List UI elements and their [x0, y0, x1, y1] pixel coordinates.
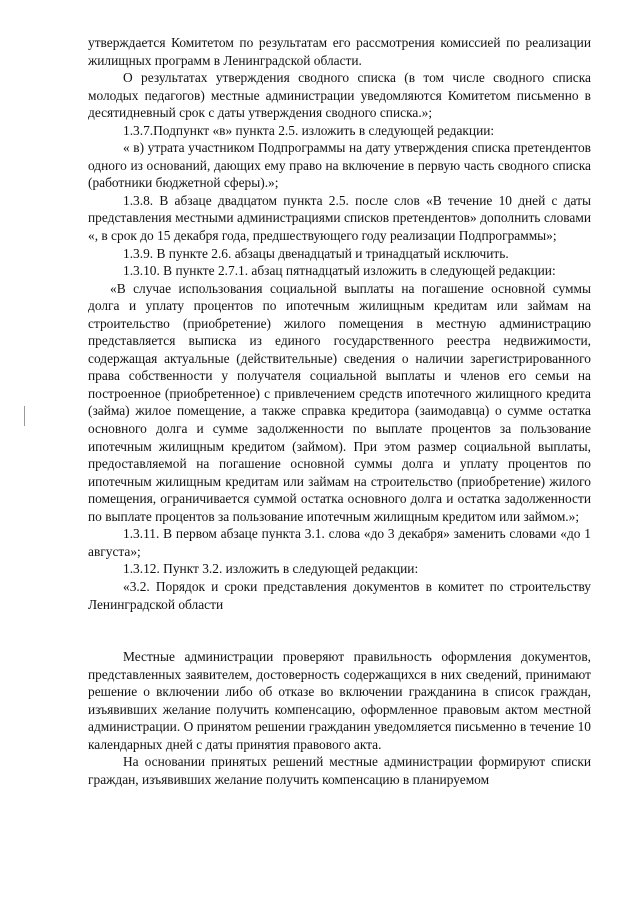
paragraph: утверждается Комитетом по результатам его рассмотрения комиссией по реализации жилищных программ в Ленинградской области. — [88, 35, 591, 68]
paragraph: На основании принятых решений местные администрации формируют списки граждан, изъявивших желание получить компенсацию в планируемом — [88, 754, 591, 787]
paragraph: 1.3.9. В пункте 2.6. абзацы двенадцатый и тринадцатый исключить. — [123, 245, 509, 261]
paragraph: Местные администрации проверяют правильность оформления документов, представленных заявителем, достоверность содержащихся в них сведений, принимают решение о включении либо об отказе во включении гражданина в список граждан, изъявивших желание получить компенсацию, оформленное правовым актом местной администрации. О принятом решении гражданин уведомляется письменно в течение 10 календарных дней с даты принятия правового акта. — [88, 649, 591, 752]
paragraph: О результатах утверждения сводного списка (в том числе сводного списка молодых педагогов) местные администрации уведомляются Комитетом письменно в десятидневный срок с даты утверждения сводного списка.»; — [88, 70, 591, 121]
margin-mark — [24, 406, 25, 426]
paragraph: 1.3.10. В пункте 2.7.1. абзац пятнадцатый изложить в следующей редакции: — [123, 263, 556, 279]
paragraph: 1.3.7.Подпункт «в» пункта 2.5. изложить в следующей редакции: — [123, 122, 495, 138]
paragraph: «3.2. Порядок и сроки представления документов в комитет по строительству Ленинградской области — [88, 578, 591, 612]
paragraph: « в) утрата участником Подпрограммы на дату утверждения списка претендентов одного из оснований, дающих ему право на включение в первую часть сводного списка (работники бюджетной сферы).»; — [88, 140, 591, 191]
paragraph: 1.3.12. Пункт 3.2. изложить в следующей редакции: — [123, 561, 419, 577]
paragraph: «В случае использования социальной выплаты на погашение основной суммы долга и уплату процентов по ипотечным жилищным кредитам или займам на строительство (приобретение) жилого помещения в местную администрацию представляется выписка из единого государственного реестра недвижимости, содержащая актуальные (действительные) сведения о наличии зарегистрированного права собственности у получателя социальной выплаты и членов его семьи на построенное (приобретенное) с привлечением средств ипотечного жилищного кредита (займа) жилое помещение, а также справка кредитора (заимодавца) о сумме остатка основного долга и сумме задолженности по выплате процентов за пользование ипотечным жилищным кредитом (займом). При этом размер социальной выплаты, предоставляемой на погашение основной суммы долга и уплату процентов по ипотечным жилищным кредитам или займам на строительство (приобретение) жилого помещения, ограничивается суммой остатка основного долга и остатка задолженности по выплате процентов за пользование ипотечным жилищным кредитом или займом.»; — [88, 280, 591, 524]
document-body — [88, 34, 591, 788]
paragraph: 1.3.8. В абзаце двадцатом пункта 2.5. после слов «В течение 10 дней с даты представления местными администрациями списков претендентов» дополнить словами «, в срок до 15 декабря года, предшествующего году реализации Подпрограммы»; — [88, 192, 591, 244]
paragraph: 1.3.11. В первом абзаце пункта 3.1. слова «до 3 декабря» заменить словами «до 1 августа»; — [88, 526, 591, 559]
